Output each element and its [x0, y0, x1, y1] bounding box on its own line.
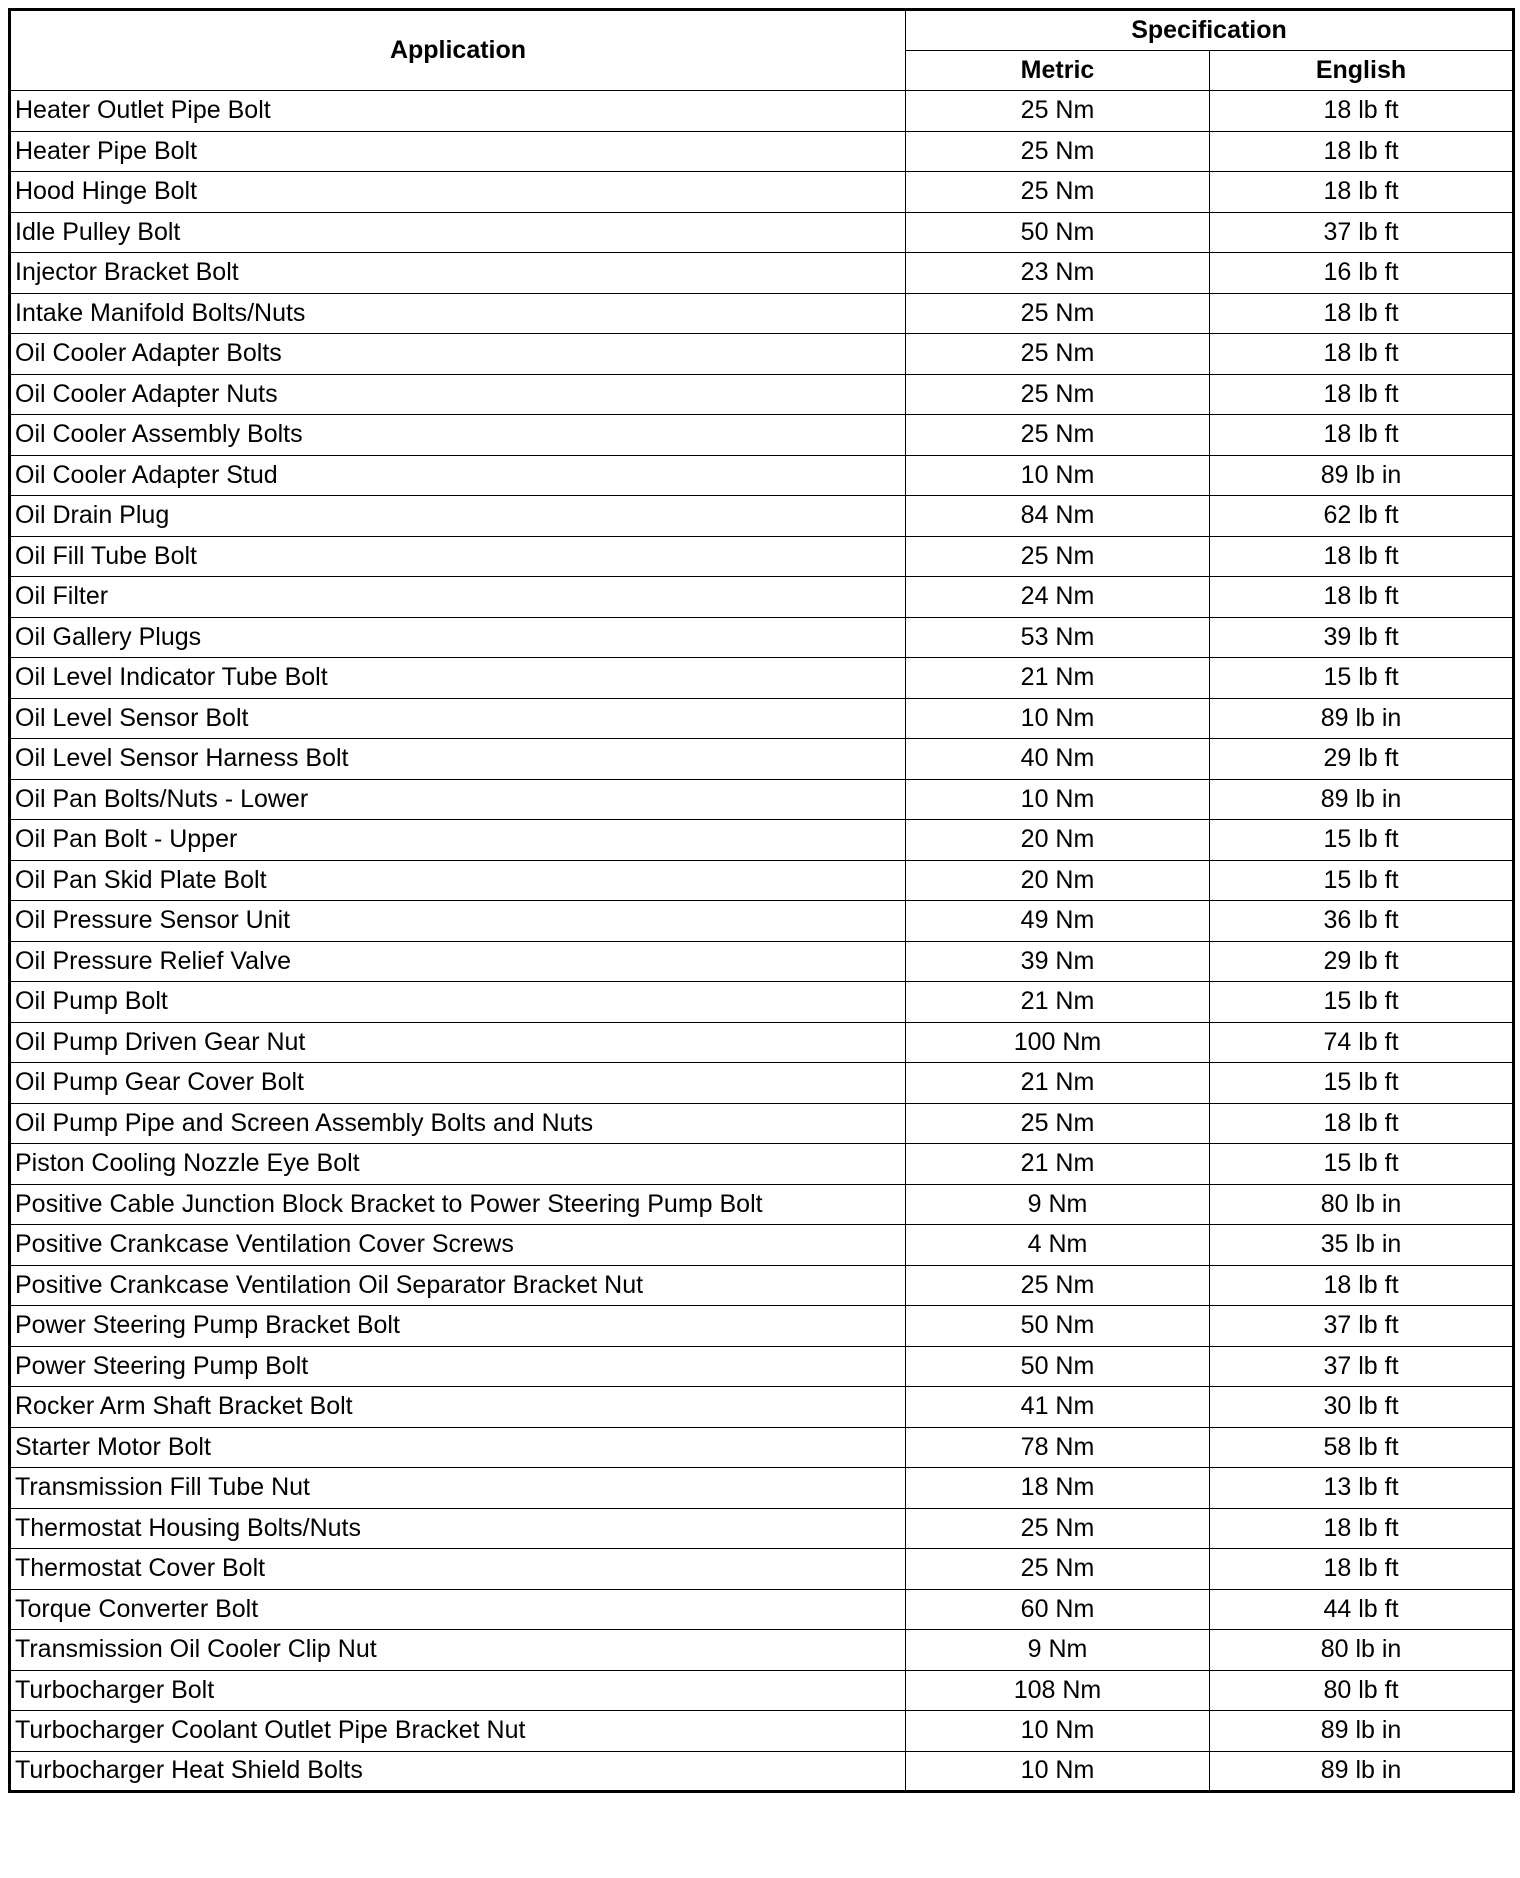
metric-cell: 41 Nm	[906, 1387, 1210, 1428]
table-row	[10, 91, 1514, 132]
english-cell: 18 lb ft	[1210, 536, 1514, 577]
table-row	[10, 1427, 1514, 1468]
application-cell: Oil Pump Gear Cover Bolt	[10, 1063, 906, 1104]
application-cell: Positive Crankcase Ventilation Cover Screws	[10, 1225, 906, 1266]
metric-cell: 39 Nm	[906, 941, 1210, 982]
application-cell: Oil Level Sensor Harness Bolt	[10, 739, 906, 780]
metric-cell: 10 Nm	[906, 1751, 1210, 1792]
english-cell: 39 lb ft	[1210, 617, 1514, 658]
metric-cell: 25 Nm	[906, 334, 1210, 375]
table-row	[10, 131, 1514, 172]
english-cell: 13 lb ft	[1210, 1468, 1514, 1509]
application-cell: Power Steering Pump Bolt	[10, 1346, 906, 1387]
table-row	[10, 293, 1514, 334]
table-row	[10, 1306, 1514, 1347]
application-cell: Oil Level Sensor Bolt	[10, 698, 906, 739]
table-row	[10, 860, 1514, 901]
table-row	[10, 1508, 1514, 1549]
application-cell: Oil Pump Driven Gear Nut	[10, 1022, 906, 1063]
application-cell: Turbocharger Heat Shield Bolts	[10, 1751, 906, 1792]
table-row	[10, 617, 1514, 658]
metric-cell: 25 Nm	[906, 172, 1210, 213]
table-header	[10, 10, 1514, 91]
header-application: Application	[10, 10, 906, 91]
application-cell: Thermostat Cover Bolt	[10, 1549, 906, 1590]
application-cell: Turbocharger Coolant Outlet Pipe Bracket Nut	[10, 1711, 906, 1752]
application-cell: Thermostat Housing Bolts/Nuts	[10, 1508, 906, 1549]
metric-cell: 40 Nm	[906, 739, 1210, 780]
application-cell: Oil Gallery Plugs	[10, 617, 906, 658]
table-row	[10, 415, 1514, 456]
table-row	[10, 1387, 1514, 1428]
application-cell: Starter Motor Bolt	[10, 1427, 906, 1468]
table-row	[10, 577, 1514, 618]
english-cell: 80 lb ft	[1210, 1670, 1514, 1711]
table-row	[10, 334, 1514, 375]
metric-cell: 18 Nm	[906, 1468, 1210, 1509]
english-cell: 58 lb ft	[1210, 1427, 1514, 1468]
metric-cell: 25 Nm	[906, 536, 1210, 577]
english-cell: 89 lb in	[1210, 1751, 1514, 1792]
english-cell: 18 lb ft	[1210, 577, 1514, 618]
table-row	[10, 1063, 1514, 1104]
table-row	[10, 1144, 1514, 1185]
table-row	[10, 496, 1514, 537]
table-row	[10, 1589, 1514, 1630]
metric-cell: 9 Nm	[906, 1184, 1210, 1225]
english-cell: 62 lb ft	[1210, 496, 1514, 537]
english-cell: 18 lb ft	[1210, 131, 1514, 172]
metric-cell: 25 Nm	[906, 91, 1210, 132]
table-row	[10, 1711, 1514, 1752]
header-specification: Specification	[906, 10, 1514, 51]
english-cell: 89 lb in	[1210, 1711, 1514, 1752]
table-row	[10, 1184, 1514, 1225]
metric-cell: 49 Nm	[906, 901, 1210, 942]
application-cell: Injector Bracket Bolt	[10, 253, 906, 294]
application-cell: Oil Level Indicator Tube Bolt	[10, 658, 906, 699]
english-cell: 44 lb ft	[1210, 1589, 1514, 1630]
english-cell: 18 lb ft	[1210, 293, 1514, 334]
metric-cell: 25 Nm	[906, 1549, 1210, 1590]
english-cell: 18 lb ft	[1210, 415, 1514, 456]
metric-cell: 25 Nm	[906, 293, 1210, 334]
table-row	[10, 1630, 1514, 1671]
application-cell: Oil Pump Pipe and Screen Assembly Bolts and Nuts	[10, 1103, 906, 1144]
application-cell: Oil Drain Plug	[10, 496, 906, 537]
table-row	[10, 739, 1514, 780]
application-cell: Oil Cooler Adapter Nuts	[10, 374, 906, 415]
metric-cell: 21 Nm	[906, 1063, 1210, 1104]
english-cell: 15 lb ft	[1210, 1144, 1514, 1185]
application-cell: Idle Pulley Bolt	[10, 212, 906, 253]
application-cell: Rocker Arm Shaft Bracket Bolt	[10, 1387, 906, 1428]
table-row	[10, 901, 1514, 942]
table-row	[10, 253, 1514, 294]
metric-cell: 21 Nm	[906, 658, 1210, 699]
metric-cell: 60 Nm	[906, 1589, 1210, 1630]
table-row	[10, 698, 1514, 739]
application-cell: Positive Cable Junction Block Bracket to Power Steering Pump Bolt	[10, 1184, 906, 1225]
metric-cell: 20 Nm	[906, 820, 1210, 861]
table-row	[10, 172, 1514, 213]
application-cell: Hood Hinge Bolt	[10, 172, 906, 213]
application-cell: Heater Outlet Pipe Bolt	[10, 91, 906, 132]
metric-cell: 50 Nm	[906, 1346, 1210, 1387]
application-cell: Oil Filter	[10, 577, 906, 618]
english-cell: 36 lb ft	[1210, 901, 1514, 942]
application-cell: Oil Pan Skid Plate Bolt	[10, 860, 906, 901]
metric-cell: 100 Nm	[906, 1022, 1210, 1063]
metric-cell: 10 Nm	[906, 1711, 1210, 1752]
metric-cell: 25 Nm	[906, 415, 1210, 456]
metric-cell: 24 Nm	[906, 577, 1210, 618]
metric-cell: 50 Nm	[906, 212, 1210, 253]
english-cell: 16 lb ft	[1210, 253, 1514, 294]
metric-cell: 21 Nm	[906, 982, 1210, 1023]
application-cell: Turbocharger Bolt	[10, 1670, 906, 1711]
application-cell: Transmission Fill Tube Nut	[10, 1468, 906, 1509]
metric-cell: 108 Nm	[906, 1670, 1210, 1711]
english-cell: 30 lb ft	[1210, 1387, 1514, 1428]
application-cell: Oil Pan Bolt - Upper	[10, 820, 906, 861]
english-cell: 80 lb in	[1210, 1630, 1514, 1671]
english-cell: 89 lb in	[1210, 698, 1514, 739]
table-body	[10, 91, 1514, 1792]
metric-cell: 78 Nm	[906, 1427, 1210, 1468]
metric-cell: 25 Nm	[906, 1508, 1210, 1549]
english-cell: 29 lb ft	[1210, 941, 1514, 982]
metric-cell: 25 Nm	[906, 1265, 1210, 1306]
metric-cell: 21 Nm	[906, 1144, 1210, 1185]
english-cell: 35 lb in	[1210, 1225, 1514, 1266]
english-cell: 37 lb ft	[1210, 212, 1514, 253]
application-cell: Oil Pressure Relief Valve	[10, 941, 906, 982]
table-row	[10, 1265, 1514, 1306]
table-row	[10, 1468, 1514, 1509]
english-cell: 18 lb ft	[1210, 334, 1514, 375]
table-row	[10, 982, 1514, 1023]
application-cell: Oil Cooler Adapter Stud	[10, 455, 906, 496]
table-row	[10, 212, 1514, 253]
metric-cell: 25 Nm	[906, 1103, 1210, 1144]
table-row	[10, 779, 1514, 820]
application-cell: Positive Crankcase Ventilation Oil Separator Bracket Nut	[10, 1265, 906, 1306]
application-cell: Heater Pipe Bolt	[10, 131, 906, 172]
metric-cell: 25 Nm	[906, 374, 1210, 415]
table-row	[10, 374, 1514, 415]
application-cell: Oil Cooler Assembly Bolts	[10, 415, 906, 456]
english-cell: 18 lb ft	[1210, 1265, 1514, 1306]
english-cell: 18 lb ft	[1210, 172, 1514, 213]
metric-cell: 84 Nm	[906, 496, 1210, 537]
english-cell: 18 lb ft	[1210, 1103, 1514, 1144]
metric-cell: 10 Nm	[906, 779, 1210, 820]
metric-cell: 20 Nm	[906, 860, 1210, 901]
english-cell: 37 lb ft	[1210, 1346, 1514, 1387]
table-row	[10, 941, 1514, 982]
english-cell: 15 lb ft	[1210, 982, 1514, 1023]
application-cell: Intake Manifold Bolts/Nuts	[10, 293, 906, 334]
header-english: English	[1210, 50, 1514, 91]
table-row	[10, 1022, 1514, 1063]
english-cell: 37 lb ft	[1210, 1306, 1514, 1347]
metric-cell: 53 Nm	[906, 617, 1210, 658]
header-metric: Metric	[906, 50, 1210, 91]
english-cell: 29 lb ft	[1210, 739, 1514, 780]
metric-cell: 10 Nm	[906, 455, 1210, 496]
table-row	[10, 658, 1514, 699]
english-cell: 74 lb ft	[1210, 1022, 1514, 1063]
metric-cell: 9 Nm	[906, 1630, 1210, 1671]
table-row	[10, 536, 1514, 577]
english-cell: 15 lb ft	[1210, 860, 1514, 901]
english-cell: 18 lb ft	[1210, 1508, 1514, 1549]
english-cell: 18 lb ft	[1210, 1549, 1514, 1590]
application-cell: Transmission Oil Cooler Clip Nut	[10, 1630, 906, 1671]
metric-cell: 50 Nm	[906, 1306, 1210, 1347]
application-cell: Torque Converter Bolt	[10, 1589, 906, 1630]
application-cell: Oil Cooler Adapter Bolts	[10, 334, 906, 375]
english-cell: 18 lb ft	[1210, 91, 1514, 132]
application-cell: Oil Pan Bolts/Nuts - Lower	[10, 779, 906, 820]
application-cell: Power Steering Pump Bracket Bolt	[10, 1306, 906, 1347]
english-cell: 89 lb in	[1210, 779, 1514, 820]
metric-cell: 23 Nm	[906, 253, 1210, 294]
metric-cell: 10 Nm	[906, 698, 1210, 739]
application-cell: Piston Cooling Nozzle Eye Bolt	[10, 1144, 906, 1185]
english-cell: 89 lb in	[1210, 455, 1514, 496]
english-cell: 15 lb ft	[1210, 1063, 1514, 1104]
header-row-top	[10, 10, 1514, 51]
application-cell: Oil Pump Bolt	[10, 982, 906, 1023]
metric-cell: 25 Nm	[906, 131, 1210, 172]
table-row	[10, 1225, 1514, 1266]
table-row	[10, 1549, 1514, 1590]
table-row	[10, 1103, 1514, 1144]
table-row	[10, 455, 1514, 496]
table-row	[10, 1670, 1514, 1711]
application-cell: Oil Pressure Sensor Unit	[10, 901, 906, 942]
metric-cell: 4 Nm	[906, 1225, 1210, 1266]
application-cell: Oil Fill Tube Bolt	[10, 536, 906, 577]
table-row	[10, 1751, 1514, 1792]
english-cell: 18 lb ft	[1210, 374, 1514, 415]
english-cell: 15 lb ft	[1210, 658, 1514, 699]
torque-spec-table	[8, 8, 1515, 1793]
table-row	[10, 820, 1514, 861]
table-row	[10, 1346, 1514, 1387]
english-cell: 80 lb in	[1210, 1184, 1514, 1225]
english-cell: 15 lb ft	[1210, 820, 1514, 861]
